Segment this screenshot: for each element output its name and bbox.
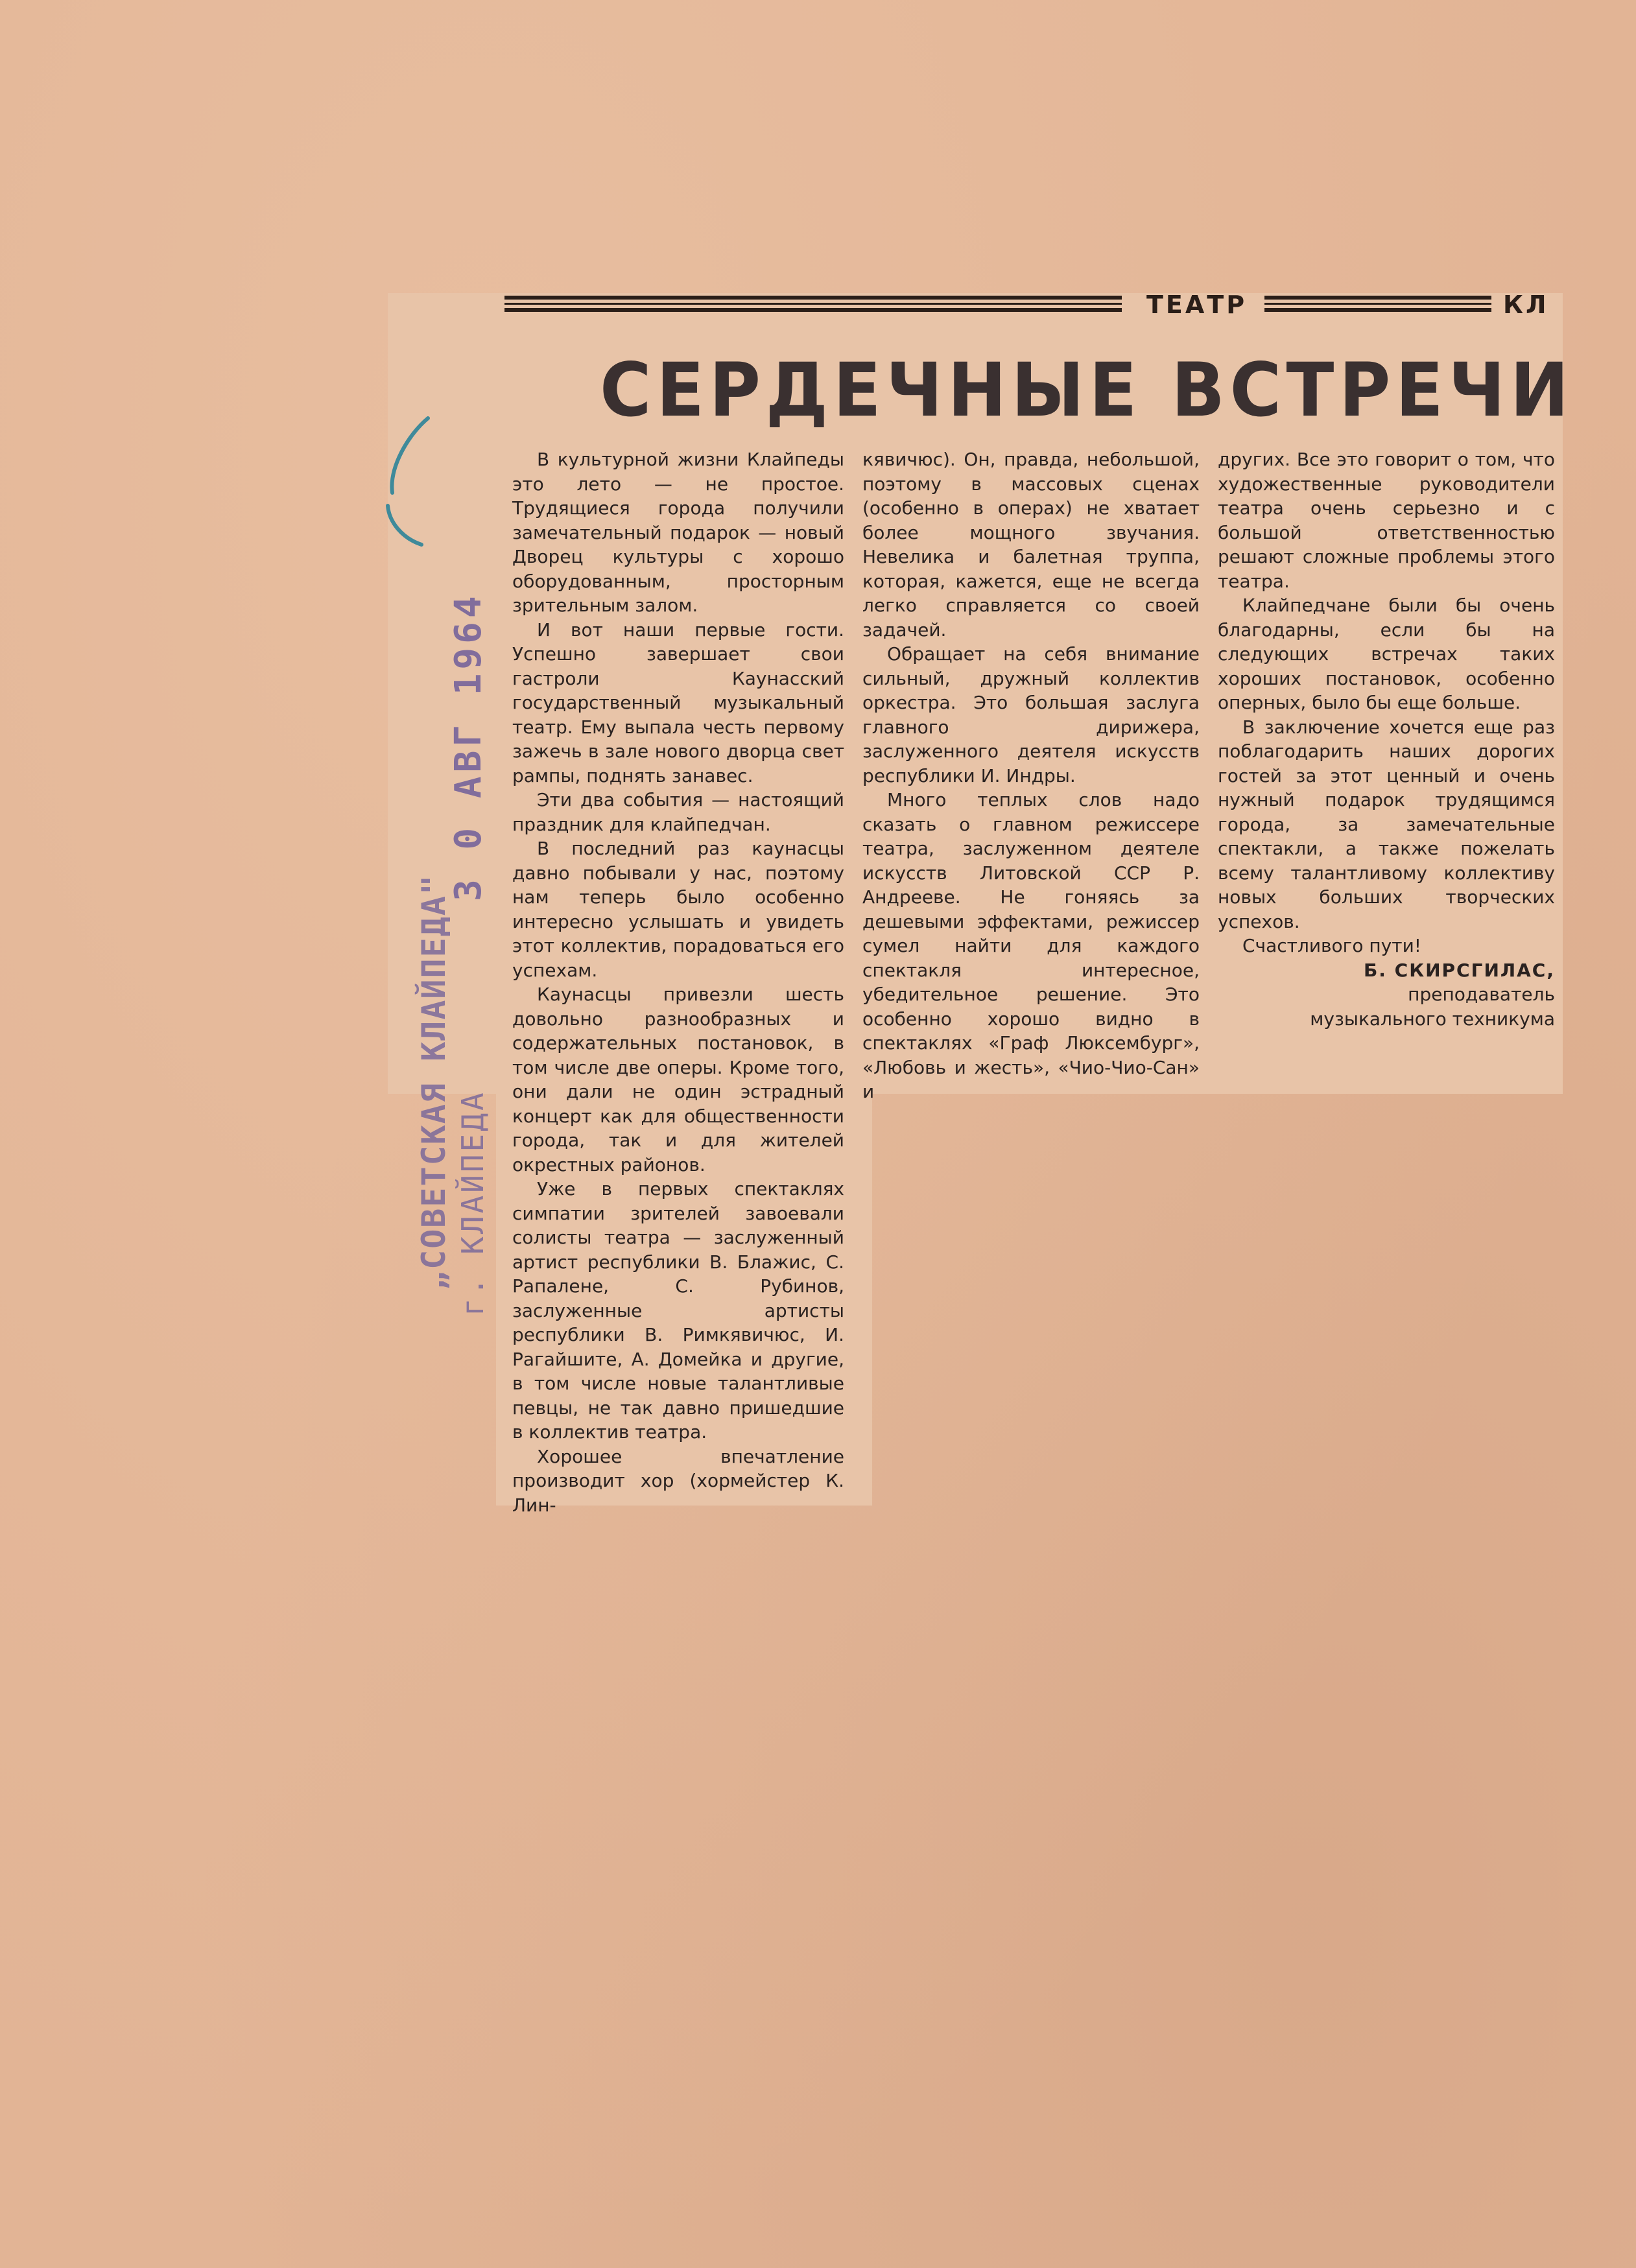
paragraph: Эти два события — настоящий праздник для клайпедчан. (512, 789, 844, 835)
author-role: музыкального техникума (1310, 1008, 1555, 1030)
paragraph: Обращает на себя внимание сильный, дружный коллектив оркестра. Это большая заслуга главного дирижера, заслуженного деятеля искусств республики И. Индры. (862, 643, 1200, 786)
author-name: Б. СКИРСГИЛАС, (1363, 959, 1555, 981)
rubric-tail: КЛ (1503, 290, 1549, 319)
pencil-mark-icon (363, 408, 454, 564)
rubric-bar (504, 292, 1563, 318)
paragraph: Клайпедчане были бы очень благодарны, если бы на следующих встречах таких хороших постановок, особенно оперных, было бы еще больше. (1218, 595, 1555, 713)
stamp-city: г. КЛАЙПЕДА (455, 1090, 490, 1316)
paragraph: Счастливого пути! (1242, 935, 1422, 956)
paragraph: Каунасцы привезли шесть довольно разнообразных и содержательных постановок, в том числе две оперы. Кроме того, они дали не один эстрадный концерт как для общественности города, так и для жителей окрестных районов. (512, 984, 844, 1175)
date-stamp: 3 0 АВГ 1964 (447, 592, 490, 901)
article-column-1 (512, 447, 844, 1517)
paragraph: Уже в первых спектаклях симпатии зрителей завоевали солисты театра — заслуженный артист республики В. Блажис, С. Рапалене, С. Рубинов, заслуженные артисты республики В. Римкявичюс, И. Рагайшите, А. Домейка и другие, в том числе новые талантливые певцы, не так давно пришедшие в коллектив театра. (512, 1178, 844, 1443)
stamp-paper-name: „СОВЕТСКАЯ КЛАЙПЕДА" (415, 873, 453, 1290)
article-column-3 (1218, 447, 1555, 1031)
rubric-rule-left (504, 296, 1122, 315)
article-headline: СЕРДЕЧНЫЕ ВСТРЕЧИ (600, 347, 1574, 433)
newspaper-stamp (415, 873, 490, 1316)
rubric-rule-right (1264, 296, 1491, 315)
paragraph: других. Все это говорит о том, что художественные руководители театра очень серьезно и с большой ответственностью решают сложные проблемы этого театра. (1218, 449, 1555, 592)
paragraph: В последний раз каунасцы давно побывали у нас, поэтому нам теперь было особенно интересно услышать и увидеть этот коллектив, порадоваться его успехам. (512, 838, 844, 981)
paragraph: В заключение хочется еще раз поблагодарить наших дорогих гостей за этот ценный и очень нужный подарок трудящимся города, за замечательные спектакли, а также пожелать всему талантливому коллективу новых больших творческих успехов. (1218, 716, 1555, 932)
article-column-2 (862, 447, 1200, 1104)
paragraph: И вот наши первые гости. Успешно завершает свои гастроли Каунасский государственный музыкальный театр. Ему выпала честь первому зажечь в зале нового дворца свет рампы, поднять занавес. (512, 619, 844, 786)
paragraph: кявичюс). Он, правда, небольшой, поэтому в массовых сценах (особенно в операх) не хватает более мощного звучания. Невелика и балетная труппа, которая, кажется, еще не всегда легко справляется со своей задачей. (862, 449, 1200, 641)
paragraph: В культурной жизни Клайпеды это лето — не простое. Трудящиеся города получили замечательный подарок — новый Дворец культуры с хорошо оборудованным, просторным зрительным залом. (512, 449, 844, 616)
paragraph: Хорошее впечатление производит хор (хормейстер К. Лин- (512, 1445, 844, 1516)
author-role: преподаватель (1408, 984, 1555, 1005)
rubric-label: ТЕАТР (1146, 290, 1248, 319)
paragraph: Много теплых слов надо сказать о главном режиссере театра, заслуженном деятеле искусств Литовской ССР Р. Андрееве. Не гоняясь за дешевыми эффектами, режиссер сумел найти для каждого спектакля интересное, убедительное решение. Это особенно хорошо видно в спектаклях «Граф Люксембург», «Любовь и жесть», «Чио-Чио-Сан» и (862, 789, 1200, 1102)
